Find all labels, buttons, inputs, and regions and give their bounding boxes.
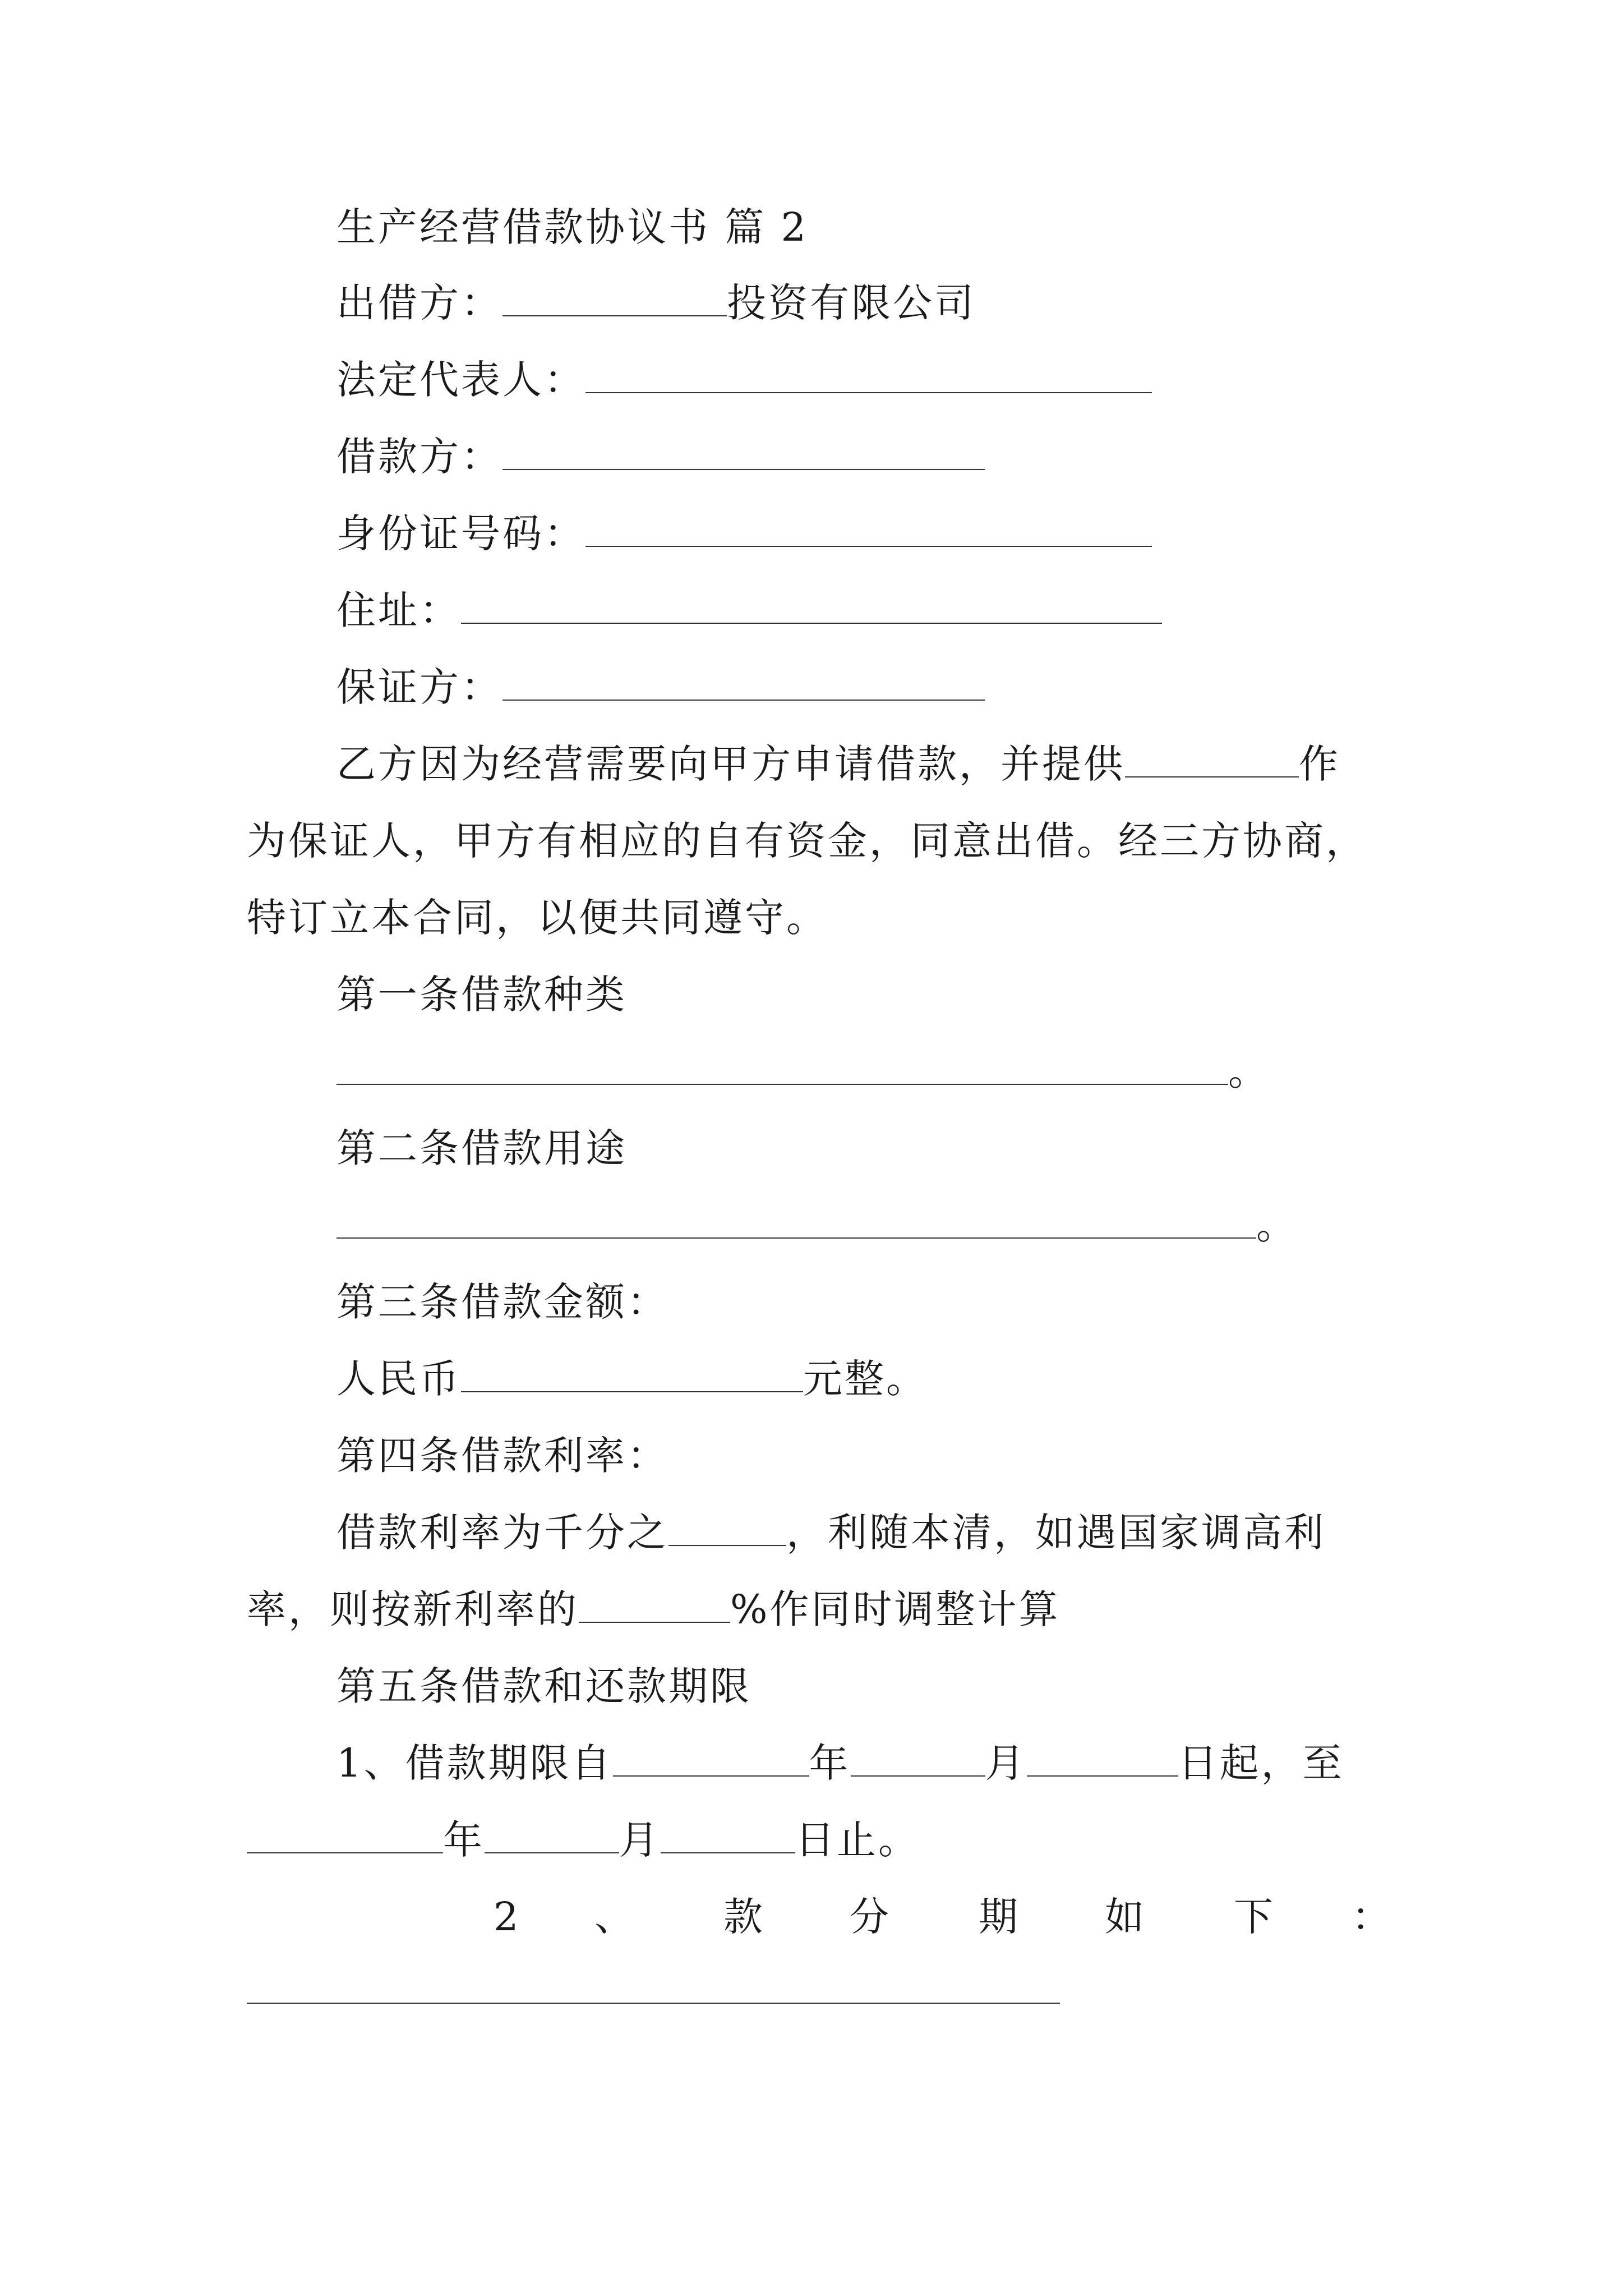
amount-suffix: 元整。 <box>803 1356 928 1402</box>
lender-line <box>336 275 976 331</box>
rate-adjust-prefix: 率，则按新利率的 <box>247 1586 579 1632</box>
address-blank[interactable] <box>461 587 1162 624</box>
start-day-blank[interactable] <box>1027 1740 1178 1777</box>
preamble-text-1-end: 作 <box>1299 741 1340 787</box>
guarantor-label: 保证方： <box>336 664 502 710</box>
rate-prefix: 借款利率为千分之 <box>336 1510 668 1556</box>
lender-blank[interactable] <box>502 279 727 316</box>
legal-rep-line <box>336 352 1152 408</box>
interest-rate-blank[interactable] <box>668 1509 786 1546</box>
item-2-char: 2 <box>494 1894 521 1940</box>
repayment-schedule-blank[interactable] <box>247 2003 1060 2004</box>
loan-purpose-blank[interactable] <box>336 1202 1256 1239</box>
rate-suffix: ，利随本清，如遇国家调高利 <box>786 1510 1326 1556</box>
end-year-label: 年 <box>443 1817 485 1863</box>
id-number-line <box>336 505 1152 562</box>
borrower-label: 借款方： <box>336 434 502 480</box>
item-2-char: 款 <box>723 1894 765 1940</box>
article-1-fill-line <box>336 1043 1270 1099</box>
preamble-line-2: 为保证人，甲方有相应的自有资金，同意出借。经三方协商， <box>247 818 1367 864</box>
rate-adjust-suffix: %作同时调整计算 <box>730 1586 1061 1632</box>
loan-amount-blank[interactable] <box>461 1355 803 1392</box>
lender-label: 出借方： <box>336 280 502 326</box>
item-2-char: 期 <box>979 1894 1020 1940</box>
rate-adjust-blank[interactable] <box>579 1586 730 1623</box>
article-2-period: 。 <box>1256 1202 1298 1248</box>
article-3-title: 第三条借款金额： <box>336 1279 668 1325</box>
article-1-period: 。 <box>1228 1048 1270 1094</box>
end-month-blank[interactable] <box>485 1816 619 1853</box>
start-year-label: 年 <box>809 1740 851 1786</box>
article-4-line-1 <box>336 1504 1326 1561</box>
legal-rep-blank[interactable] <box>585 356 1152 393</box>
start-year-blank[interactable] <box>613 1740 809 1777</box>
article-4-line-2 <box>247 1581 1061 1637</box>
article-1-title: 第一条借款种类 <box>336 972 627 1018</box>
end-day-blank[interactable] <box>661 1816 795 1853</box>
borrower-blank[interactable] <box>502 433 985 470</box>
article-5-item-1-line-2 <box>247 1812 920 1868</box>
article-5-item-1-line-1 <box>336 1735 1344 1791</box>
item-2-char: 如 <box>1105 1894 1146 1940</box>
article-2-title: 第二条借款用途 <box>336 1125 627 1171</box>
document-title: 生产经营借款协议书 篇 2 <box>336 204 809 250</box>
legal-rep-label: 法定代表人： <box>336 357 585 403</box>
term-start-prefix: 1、借款期限自 <box>336 1740 613 1786</box>
preamble-line-1 <box>336 736 1340 792</box>
item-2-char: 、 <box>594 1894 636 1940</box>
end-month-label: 月 <box>619 1817 661 1863</box>
lender-suffix: 投资有限公司 <box>727 280 976 326</box>
id-number-blank[interactable] <box>585 510 1152 547</box>
loan-type-blank[interactable] <box>336 1048 1228 1085</box>
address-line <box>336 582 1162 638</box>
guarantor-blank[interactable] <box>502 664 985 701</box>
start-day-label: 日起，至 <box>1178 1740 1344 1786</box>
currency-label: 人民币 <box>336 1356 461 1402</box>
item-2-char: 下 <box>1234 1894 1275 1940</box>
borrower-line <box>336 429 985 485</box>
guarantor-name-blank[interactable] <box>1125 740 1299 777</box>
item-2-char: 分 <box>850 1894 891 1940</box>
start-month-blank[interactable] <box>851 1740 985 1777</box>
preamble-text-1: 乙方因为经营需要向甲方申请借款，并提供 <box>336 741 1125 787</box>
article-4-title: 第四条借款利率： <box>336 1433 668 1479</box>
article-3-amount-line <box>336 1351 928 1407</box>
end-year-blank[interactable] <box>247 1816 443 1853</box>
preamble-line-3: 特订立本合同，以便共同遵守。 <box>247 895 828 941</box>
id-number-label: 身份证号码： <box>336 510 585 556</box>
end-day-label: 日止。 <box>795 1817 920 1863</box>
item-2-char: ： <box>1352 1894 1393 1940</box>
start-month-label: 月 <box>985 1740 1027 1786</box>
article-2-fill-line <box>336 1197 1298 1253</box>
guarantor-line <box>336 659 985 715</box>
address-label: 住址： <box>336 587 461 633</box>
article-5-title: 第五条借款和还款期限 <box>336 1663 751 1709</box>
article-5-item-2-line <box>0 1889 1623 1945</box>
